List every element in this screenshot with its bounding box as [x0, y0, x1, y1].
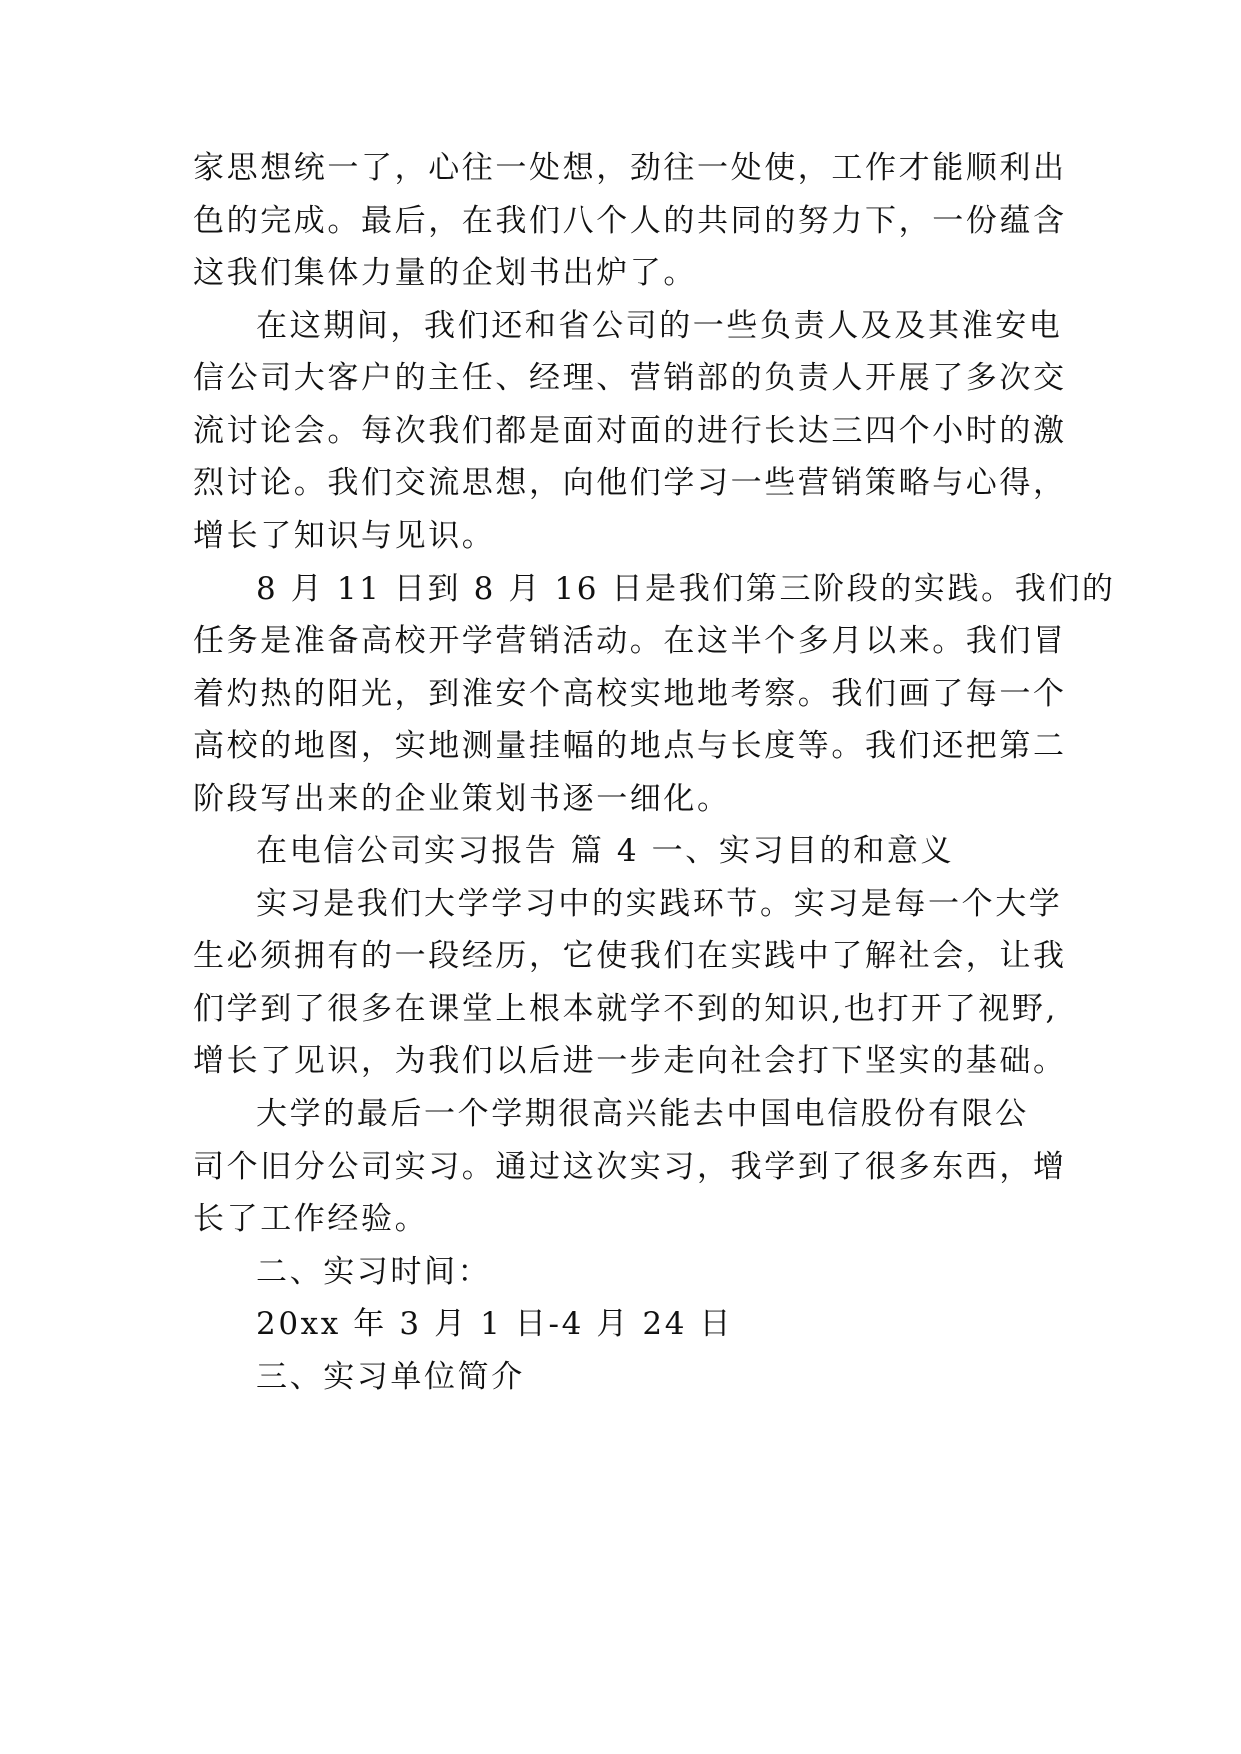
- paragraph-line: 任务是准备高校开学营销活动。在这半个多月以来。我们冒: [193, 623, 1067, 659]
- section-heading: 二、实习时间：: [256, 1254, 492, 1290]
- paragraph-line: 这我们集体力量的企划书出炉了。: [193, 255, 697, 291]
- paragraph-line: 20xx 年 3 月 1 日-4 月 24 日: [256, 1306, 734, 1342]
- paragraph-line: 司个旧分公司实习。通过这次实习，我学到了很多东西，增: [193, 1149, 1067, 1185]
- paragraph-line: 信公司大客户的主任、经理、营销部的负责人开展了多次交: [193, 360, 1067, 396]
- paragraph-line: 家思想统一了，心往一处想，劲往一处使，工作才能顺利出: [193, 150, 1067, 186]
- paragraph-line: 实习是我们大学学习中的实践环节。实习是每一个大学: [256, 886, 1063, 922]
- paragraph-line: 大学的最后一个学期很高兴能去中国电信股份有限公: [256, 1096, 1029, 1132]
- paragraph-line: 色的完成。最后，在我们八个人的共同的努力下，一份蕴含: [193, 203, 1067, 239]
- paragraph-line: 增长了知识与见识。: [193, 518, 496, 554]
- paragraph-line: 长了工作经验。: [193, 1201, 429, 1237]
- paragraph-line: 生必须拥有的一段经历，它使我们在实践中了解社会，让我: [193, 938, 1067, 974]
- paragraph-line: 们学到了很多在课堂上根本就学不到的知识,也打开了视野,: [193, 991, 1058, 1027]
- paragraph-line: 增长了见识，为我们以后进一步走向社会打下坚实的基础。: [193, 1043, 1067, 1079]
- paragraph-line: 高校的地图，实地测量挂幅的地点与长度等。我们还把第二: [193, 728, 1067, 764]
- paragraph-line: 着灼热的阳光，到淮安个高校实地地考察。我们画了每一个: [193, 676, 1067, 712]
- paragraph-line: 8 月 11 日到 8 月 16 日是我们第三阶段的实践。我们的: [256, 571, 1116, 607]
- paragraph-line: 流讨论会。每次我们都是面对面的进行长达三四个小时的激: [193, 413, 1067, 449]
- paragraph-line: 阶段写出来的企业策划书逐一细化。: [193, 781, 731, 817]
- section-heading: 在电信公司实习报告 篇 4 一、实习目的和意义: [256, 833, 955, 869]
- paragraph-line: 烈讨论。我们交流思想，向他们学习一些营销策略与心得，: [193, 465, 1067, 501]
- section-heading: 三、实习单位简介: [256, 1359, 525, 1395]
- paragraph-line: 在这期间，我们还和省公司的一些负责人及及其淮安电: [256, 308, 1063, 344]
